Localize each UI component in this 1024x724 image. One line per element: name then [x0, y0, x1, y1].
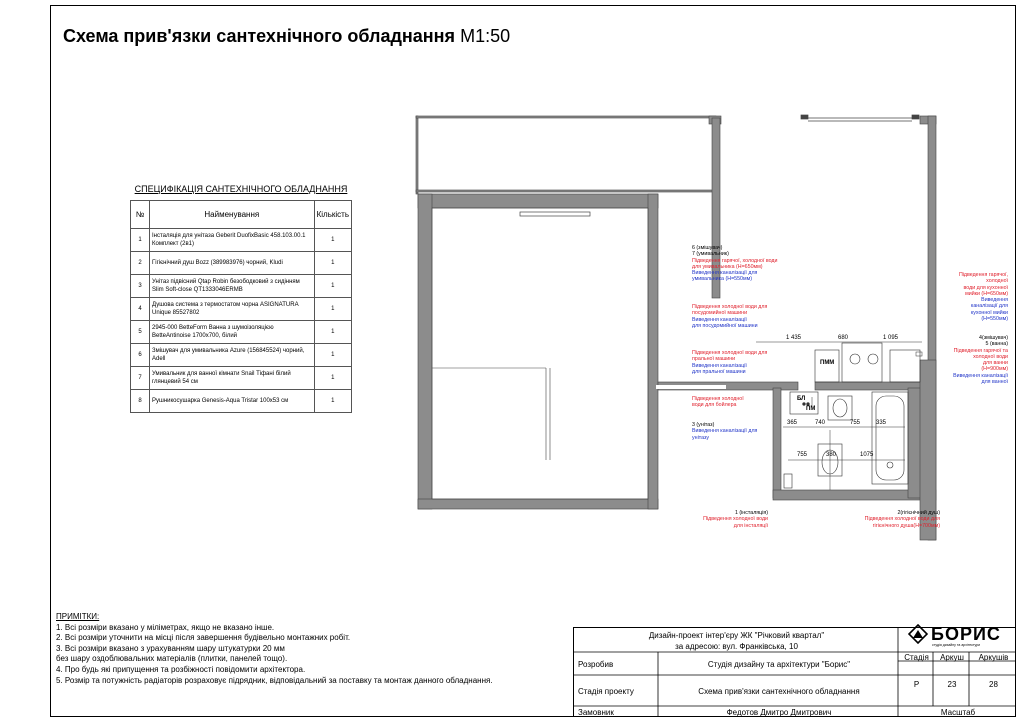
spec-cell-num: 8 [131, 390, 150, 413]
notes-list [56, 623, 493, 687]
annotation-line: 5 (ванна) [985, 341, 1008, 348]
customer-name: Федотов Дмитро Дмитрович [726, 708, 832, 717]
spec-cell-qty: 1 [314, 252, 351, 275]
customer-label: Замовник [578, 708, 614, 717]
page-title: Схема прив'язки сантехнічного обладнання М1:50 [63, 26, 511, 46]
spec-header-qty: Кількість [314, 201, 351, 229]
spec-title: СПЕЦИФІКАЦІЯ САНТЕХНІЧНОГО ОБЛАДНАННЯ [134, 184, 348, 194]
annotation-line: Підведення гарячої та [953, 347, 1008, 354]
annotation-line: Підведення холодної води для [692, 304, 768, 310]
annotation-line: (Н=900мм) [981, 366, 1008, 373]
annotation-dishwasher [692, 304, 767, 329]
annotation-line: для умивальника (Н=650мм) [692, 263, 763, 270]
annotation-line: Виведення каналізації [692, 362, 747, 369]
note-item: без шару оздоблювальних матеріалів (плитки, панелей тощо). [56, 654, 288, 664]
annotation-boiler [692, 396, 744, 409]
spec-cell-name: Інсталяція для унітаза Geberit DuofixBasic 458.103.00.1 Комплект (2в1) [150, 229, 315, 252]
annotation-line: для посудомийної машини [692, 322, 758, 329]
annotation-line: каналізації для [970, 303, 1008, 310]
annotation-line: для інсталяції [733, 522, 768, 529]
annotation-kitchen-sink [959, 272, 1008, 322]
annotation-line: 6 (змішувач) [692, 245, 723, 251]
annotation-line: Виведення [981, 297, 1008, 304]
dim-365: 365 [787, 420, 798, 426]
spec-cell-qty: 1 [314, 275, 351, 298]
annotation-line: унітазу [692, 434, 710, 441]
dim-1095: 1 095 [883, 335, 899, 341]
spec-cell-num: 6 [131, 344, 150, 367]
notes [56, 612, 493, 686]
annotation-toilet [692, 422, 757, 441]
spec-cell-qty: 1 [314, 390, 351, 413]
annotation-line: 4(змішувач) [979, 335, 1008, 341]
annotation-line: гігієнічного душа(Н=700мм) [872, 522, 940, 529]
spec-cell-name: Умивальник для ванної кімнати Snail Тіфані білий глянцевий 54 см [150, 367, 315, 390]
annotation-line: 1 (інсталяція) [734, 510, 768, 516]
stage-label: Стадія проекту [578, 686, 634, 696]
annotation-line: Підведення гарячої, [958, 272, 1008, 278]
dim-680: 680 [838, 335, 849, 341]
col-sheets: Аркушів [978, 653, 1009, 662]
annotation-line: умивальника (Н=550мм) [692, 276, 753, 283]
annotation-line: кухонної мийки [970, 309, 1008, 316]
sheet-title: Схема прив'язки сантехнічного обладнання [698, 687, 860, 696]
logo-mark-icon [908, 624, 928, 644]
dim-335: 335 [876, 420, 887, 426]
walls [416, 116, 936, 540]
studio-name: Студія дизайну та архітектури "Борис" [707, 660, 851, 669]
label-bl: БЛ [797, 396, 806, 402]
annotation-line: для ванни [982, 360, 1008, 367]
annotation-line: Підведення холодної води для [692, 350, 768, 356]
spec-cell-qty: 1 [314, 229, 351, 252]
studio-logo [908, 624, 1001, 647]
annotation-line: 7 (умивальник) [692, 251, 729, 258]
logo-subtitle: студія дизайну та архітектури [932, 643, 981, 647]
spec-cell-num: 7 [131, 367, 150, 390]
spec-cell-num: 4 [131, 298, 150, 321]
annotation-bathtub [953, 335, 1008, 385]
spec-cell-name: Змішувач для умивальника Azure (156845524) чорний, Adell [150, 344, 315, 367]
dim-740: 740 [815, 420, 826, 426]
col-stage: Стадія [904, 653, 929, 662]
annotation-line: пральної машини [692, 356, 736, 363]
spec-header-num: № [131, 201, 150, 229]
spec-cell-name: 2945-000 BetteForm Ванна з шумоізоляцією BetteAntinoise 1700x700, білий [150, 321, 315, 344]
annotation-hygienic-shower [865, 510, 940, 529]
sheets-value: 28 [989, 680, 998, 689]
annotation-line: Виведення каналізації для [692, 428, 758, 435]
spec-cell-qty: 1 [314, 367, 351, 390]
label-pmm: ПММ [820, 360, 835, 366]
dim-1435: 1 435 [786, 335, 802, 341]
annotation-washbasin [692, 245, 777, 283]
developed-label: Розробив [578, 660, 614, 669]
annotation-line: Підведення холодної води [703, 516, 768, 523]
dim-755a: 755 [850, 420, 861, 426]
annotation-line: для пральної машини [692, 368, 746, 375]
dim-755b: 755 [797, 452, 808, 458]
spec-cell-qty: 1 [314, 298, 351, 321]
annotation-line: мийки (Н=650мм) [965, 290, 1008, 297]
spec-cell-name: Гігієнічний душ Bozz (389983976) чорний, Kludi [150, 252, 315, 275]
note-item: 1. Всі розміри вказано у міліметрах, якщо не вказано інше. [56, 622, 275, 632]
annotation-line: води для кухонної [963, 284, 1008, 291]
note-item: 2. Всі розміри уточнити на місці після завершення будівельно монтажних робіт. [56, 633, 351, 643]
spec-cell-num: 2 [131, 252, 150, 275]
annotation-line: Підведення холодної води для [864, 516, 940, 523]
annotation-line: Підведення гарячої, холодної води [692, 257, 778, 264]
annotation-line: Виведення каналізації для [692, 270, 758, 277]
annotation-installation [703, 510, 768, 529]
dim-1075: 1075 [860, 452, 874, 458]
label-pm: ПМ [806, 406, 816, 412]
annotation-line: Виведення каналізації [692, 316, 747, 323]
spec-cell-num: 3 [131, 275, 150, 298]
annotation-line: води для бойлера [692, 402, 737, 409]
spec-cell-qty: 1 [314, 321, 351, 344]
spec-header-name: Найменування [150, 201, 315, 229]
annotation-line: 2(гігієнічний душ) [897, 510, 940, 516]
annotation-line: холодної води [973, 353, 1008, 360]
stage-value: Р [913, 680, 920, 689]
project-line1: Дизайн-проект інтер'єру ЖК "Річковий квартал" [648, 630, 825, 640]
project-line2: за адресою: вул. Франківська, 10 [675, 641, 798, 651]
scale-label: Масштаб [940, 708, 976, 717]
logo-name: БОРИС [931, 624, 1001, 644]
annotation-line: 3 (унітаз) [692, 422, 715, 428]
sheet-value: 23 [947, 680, 957, 689]
annotation-line: холодної [986, 278, 1008, 285]
col-sheet: Аркуш [940, 653, 964, 662]
spec-cell-num: 5 [131, 321, 150, 344]
annotation-line: для ванної [981, 379, 1008, 386]
annotation-line: посудомийної машини [692, 310, 748, 317]
notes-header: ПРИМІТКИ: [56, 612, 100, 621]
annotation-washing-machine [692, 350, 767, 375]
annotation-line: (Н=550мм) [981, 316, 1008, 323]
note-item: 4. Про будь які припущення та розбіжності повідомити архітектора. [56, 664, 306, 674]
dim-380: 380 [826, 452, 837, 458]
note-item: 5. Розмір та потужність радіаторів розраховує підрядник, відповідальний за поставку та монтаж данного обладнання. [56, 675, 493, 685]
note-item: 3. Всі розміри вказано з урахуванням шару штукатурки 20 мм [56, 643, 285, 653]
spec-cell-qty: 1 [314, 344, 351, 367]
spec-cell-num: 1 [131, 229, 150, 252]
spec-cell-name: Унітаз підвісний Qtap Robin безободковий з сидінням Slim Soft-close QT1333046ERMB [150, 275, 315, 298]
annotation-line: Виведення каналізації [953, 372, 1008, 379]
annotation-line: Підведення холодної [692, 396, 744, 402]
spec-cell-name: Рушникосушарка Genesis-Aqua Tristar 100x53 см [150, 390, 315, 413]
spec-cell-name: Душова система з термостатом чорна ASIGNATURA Unique 85527802 [150, 298, 315, 321]
